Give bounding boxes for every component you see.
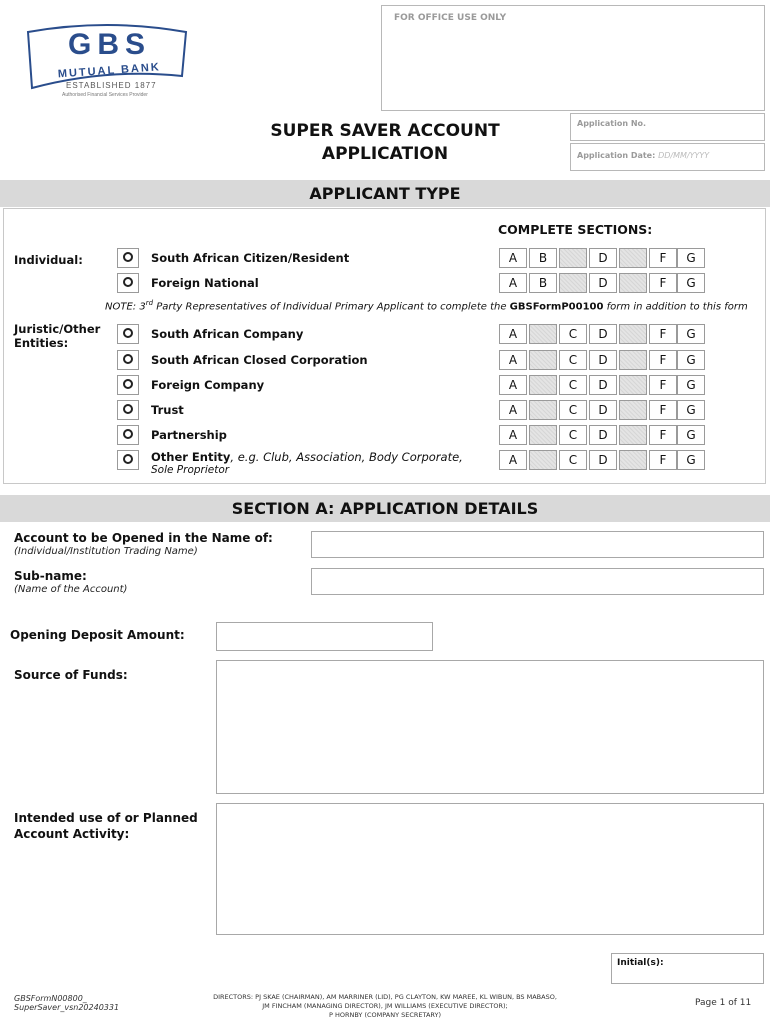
section-cell-blank xyxy=(529,450,557,470)
juristic-label-line2: Entities: xyxy=(14,336,69,350)
directors-line1: DIRECTORS: PJ SKAE (CHAIRMAN), AM MARRINER (LID), PG CLAYTON, KW MAREE, KL WIBUN, BS MABASO, xyxy=(213,993,557,1001)
deposit-label: Opening Deposit Amount: xyxy=(10,628,185,642)
section-cell: C xyxy=(559,425,587,445)
applicant-type-option-label xyxy=(151,276,259,290)
applicant-type-radio[interactable] xyxy=(117,400,139,420)
section-cell-blank xyxy=(619,450,647,470)
option-label-text: Foreign Company xyxy=(151,378,265,392)
subname-label: Sub-name: xyxy=(14,569,87,583)
office-use-heading: FOR OFFICE USE ONLY xyxy=(394,13,507,23)
section-cell: A xyxy=(499,350,527,370)
section-cell-blank xyxy=(529,400,557,420)
source-of-funds-label: Source of Funds: xyxy=(14,668,128,682)
section-cell: A xyxy=(499,324,527,344)
applicant-type-option-label xyxy=(151,327,303,341)
section-cell: F xyxy=(649,450,677,470)
juristic-label-line1: Juristic/Other xyxy=(14,322,101,336)
section-cell-blank xyxy=(619,324,647,344)
account-name-sublabel: (Individual/Institution Trading Name) xyxy=(14,546,198,557)
form-title xyxy=(220,120,550,166)
section-cell: G xyxy=(677,375,705,395)
account-name-input[interactable] xyxy=(311,531,764,558)
section-cell: A xyxy=(499,450,527,470)
section-cell: D xyxy=(589,248,617,268)
initials-label: Initial(s): xyxy=(617,958,664,968)
applicant-type-option-label xyxy=(151,450,463,476)
applicant-type-banner: APPLICANT TYPE xyxy=(0,180,770,207)
section-cell-blank xyxy=(529,375,557,395)
section-cell: D xyxy=(589,400,617,420)
juristic-label xyxy=(14,322,100,350)
section-cell: D xyxy=(589,425,617,445)
directors-line3: P HORNBY (COMPANY SECRETARY) xyxy=(328,1011,442,1019)
section-cell: A xyxy=(499,248,527,268)
third-party-note xyxy=(105,297,755,313)
page-number: Page 1 of 11 xyxy=(695,998,752,1008)
note-form-ref: GBSFormP00100 xyxy=(509,301,604,313)
source-of-funds-input[interactable] xyxy=(216,660,764,794)
application-no-field[interactable] xyxy=(570,113,765,141)
applicant-type-option-label xyxy=(151,378,264,392)
section-cell: D xyxy=(589,450,617,470)
directors-line2: JM FINCHAM (MANAGING DIRECTOR), JM WILLIAMS (EXECUTIVE DIRECTOR); xyxy=(262,1002,508,1010)
section-cell: C xyxy=(559,324,587,344)
individual-label: Individual: xyxy=(14,253,83,267)
form-id xyxy=(14,994,119,1012)
section-cell: G xyxy=(677,400,705,420)
note-sup: rd xyxy=(145,299,154,307)
section-cell: B xyxy=(529,248,557,268)
section-cell: F xyxy=(649,350,677,370)
section-cell-blank xyxy=(559,248,587,268)
application-no-label: Application No. xyxy=(577,119,647,128)
application-date-label: Application Date: xyxy=(577,151,656,160)
section-cell-blank xyxy=(619,350,647,370)
applicant-type-radio[interactable] xyxy=(117,350,139,370)
form-id-line2: SuperSaver_vsn20240331 xyxy=(14,1003,120,1012)
note-suffix: form in addition to this form xyxy=(603,301,748,313)
applicant-type-option-label xyxy=(151,353,368,367)
intended-use-label-line2: Account Activity: xyxy=(14,827,130,841)
option-label-line2: Sole Proprietor xyxy=(151,464,230,476)
svg-text:Authorised Financial Services: Authorised Financial Services Provider xyxy=(62,92,148,98)
application-date-placeholder: DD/MM/YYYY xyxy=(658,151,710,160)
section-cell: A xyxy=(499,375,527,395)
option-label-text: South African Company xyxy=(151,327,304,341)
applicant-type-radio[interactable] xyxy=(117,248,139,268)
section-cell: G xyxy=(677,273,705,293)
section-cell: C xyxy=(559,400,587,420)
option-label-text: Partnership xyxy=(151,428,227,442)
form-id-line1: GBSFormN00800_ xyxy=(14,994,87,1003)
section-cell-blank xyxy=(619,425,647,445)
section-cell: C xyxy=(559,450,587,470)
section-cell: C xyxy=(559,350,587,370)
applicant-type-radio[interactable] xyxy=(117,375,139,395)
option-label-text: Foreign National xyxy=(151,276,259,290)
form-title-line2: APPLICATION xyxy=(321,144,449,164)
section-cell: D xyxy=(589,375,617,395)
intended-use-label-line1: Intended use of or Planned xyxy=(14,811,198,825)
applicant-type-radio[interactable] xyxy=(117,273,139,293)
note-prefix: NOTE: 3 xyxy=(105,301,146,313)
office-use-box xyxy=(381,5,765,111)
section-cell: D xyxy=(589,350,617,370)
svg-text:ESTABLISHED 1877: ESTABLISHED 1877 xyxy=(66,81,157,90)
section-cell: F xyxy=(649,375,677,395)
section-cell: A xyxy=(499,400,527,420)
section-cell-blank xyxy=(619,375,647,395)
option-label-suffix: , e.g. Club, Association, Body Corporate, xyxy=(230,450,463,464)
section-cell: G xyxy=(677,248,705,268)
form-title-line1: SUPER SAVER ACCOUNT xyxy=(270,121,500,141)
intended-use-input[interactable] xyxy=(216,803,764,935)
complete-sections-heading: COMPLETE SECTIONS: xyxy=(498,222,653,237)
section-a-banner: SECTION A: APPLICATION DETAILS xyxy=(0,495,770,522)
option-label-text: Trust xyxy=(151,403,184,417)
section-cell: F xyxy=(649,324,677,344)
section-cell: A xyxy=(499,425,527,445)
section-cell: B xyxy=(529,273,557,293)
applicant-type-radio[interactable] xyxy=(117,425,139,445)
section-cell-blank xyxy=(619,400,647,420)
section-cell: G xyxy=(677,425,705,445)
section-cell: G xyxy=(677,324,705,344)
subname-input[interactable] xyxy=(311,568,764,595)
directors-text xyxy=(190,993,580,1020)
section-cell: F xyxy=(649,425,677,445)
section-cell-blank xyxy=(529,350,557,370)
section-cell-blank xyxy=(529,324,557,344)
note-mid: Party Representatives of Individual Primary Applicant to complete the xyxy=(153,301,510,313)
applicant-type-option-label xyxy=(151,251,349,265)
section-cell-blank xyxy=(619,248,647,268)
section-cell: D xyxy=(589,324,617,344)
applicant-type-option-label xyxy=(151,403,184,417)
section-cell: D xyxy=(589,273,617,293)
gbs-logo xyxy=(22,18,192,104)
section-cell: G xyxy=(677,450,705,470)
section-cell-blank xyxy=(619,273,647,293)
option-label-text: South African Citizen/Resident xyxy=(151,251,350,265)
section-cell-blank xyxy=(529,425,557,445)
option-label-text: Other Entity xyxy=(151,450,231,464)
application-date-field[interactable] xyxy=(570,143,765,171)
subname-sublabel: (Name of the Account) xyxy=(14,584,128,595)
section-cell: C xyxy=(559,375,587,395)
applicant-type-radio[interactable] xyxy=(117,324,139,344)
account-name-label: Account to be Opened in the Name of: xyxy=(14,531,273,545)
section-cell-blank xyxy=(559,273,587,293)
section-cell: A xyxy=(499,273,527,293)
applicant-type-option-label xyxy=(151,428,227,442)
section-cell: G xyxy=(677,350,705,370)
option-label-text: South African Closed Corporation xyxy=(151,353,368,367)
section-cell: F xyxy=(649,248,677,268)
section-cell: F xyxy=(649,273,677,293)
section-cell: F xyxy=(649,400,677,420)
applicant-type-radio[interactable] xyxy=(117,450,139,470)
svg-text:GBS: GBS xyxy=(68,28,152,61)
deposit-input[interactable] xyxy=(216,622,433,651)
svg-text:MUTUAL BANK: MUTUAL BANK xyxy=(57,61,162,81)
initials-field[interactable] xyxy=(611,953,764,984)
intended-use-label xyxy=(14,810,198,842)
